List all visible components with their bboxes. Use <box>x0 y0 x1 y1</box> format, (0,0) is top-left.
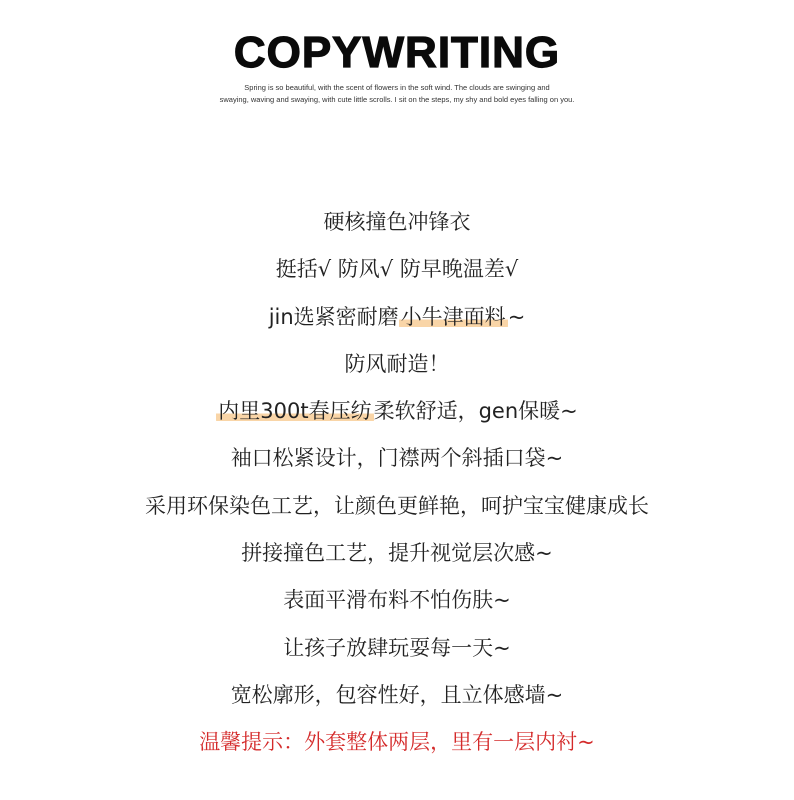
highlighted-text: 内里300t春压纺 <box>218 399 372 424</box>
copy-line-play: 让孩子放肆玩耍每一天~ <box>283 635 511 660</box>
subtitle-line: swaying, waving and swaying, with cute little scrolls. I sit on the steps, my shy and bold eyes falling on you. <box>219 95 575 104</box>
copy-text: ~ <box>507 304 526 329</box>
copy-line-fabric <box>0 294 794 341</box>
copy-line-splicing: 拼接撞色工艺，提升视觉层次感~ <box>241 541 553 566</box>
highlighted-text: 小牛津面料 <box>400 304 506 329</box>
copy-text: 柔软舒适，gen保暖~ <box>373 399 578 424</box>
page-title: COPYWRITING <box>233 28 561 77</box>
copy-line-windproof: 防风耐造！ <box>344 351 450 376</box>
copy-line-cuffs: 袖口松紧设计，门襟两个斜插口袋~ <box>230 446 564 471</box>
copy-lines <box>0 199 794 767</box>
copy-line-fit: 宽松廓形，包容性好，且立体感墙~ <box>230 682 564 707</box>
copy-line-tip: 温馨提示：外套整体两层，里有一层内衬~ <box>199 730 595 755</box>
copy-line-features: 挺括√ 防风√ 防早晚温差√ <box>275 257 519 282</box>
copy-line-surface: 表面平滑布料不怕伤肤~ <box>283 588 511 613</box>
page-subtitle <box>0 82 794 106</box>
copy-line-dyeing: 采用环保染色工艺，让颜色更鲜艳，呵护宝宝健康成长 <box>145 493 649 518</box>
copy-text: jin选紧密耐磨 <box>268 304 399 329</box>
copy-line-lining <box>0 388 794 435</box>
copy-line-title: 硬核撞色冲锋衣 <box>323 210 471 234</box>
subtitle-line: Spring is so beautiful, with the scent of flowers in the soft wind. The clouds are swinging and <box>244 83 550 92</box>
